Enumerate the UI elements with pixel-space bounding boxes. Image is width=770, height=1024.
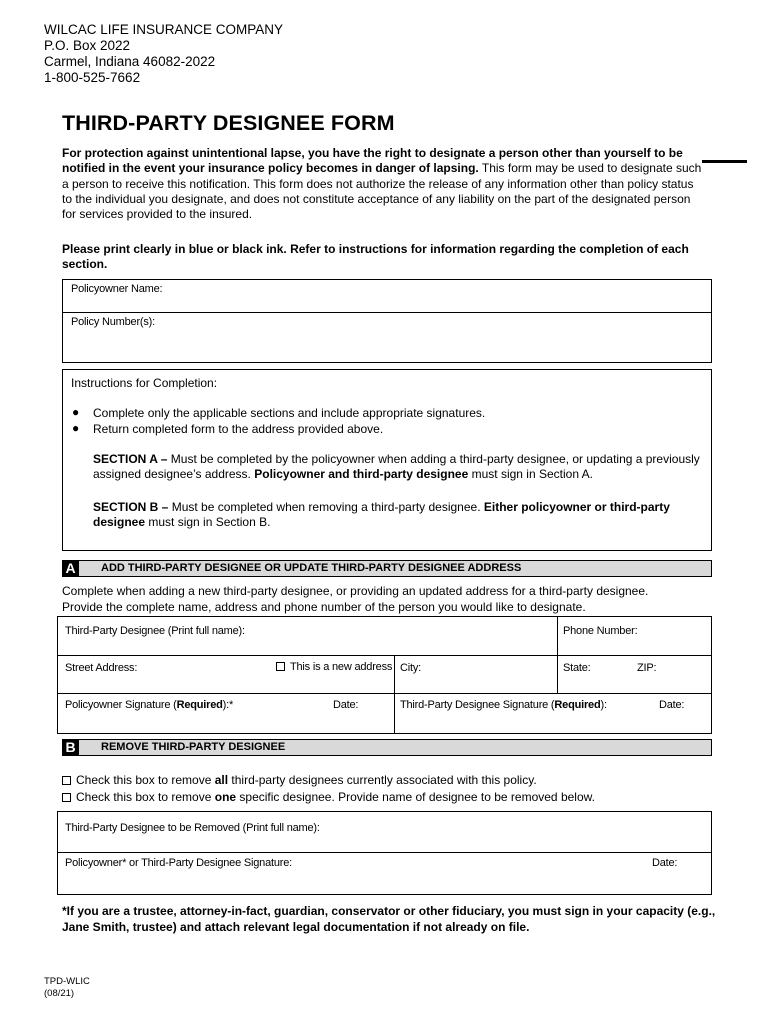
company-po-box: P.O. Box 2022 bbox=[44, 38, 131, 53]
owner-sig-pre: Policyowner Signature ( bbox=[65, 699, 177, 711]
section-a-label: SECTION A – bbox=[93, 452, 168, 466]
check-one-pre: Check this box to remove bbox=[76, 790, 215, 804]
policyowner-name-field[interactable]: Policyowner Name: bbox=[71, 283, 163, 295]
divider bbox=[58, 693, 711, 694]
intro-normal: This form may be used to designate such a person to receive this notification. This form does not authorize the release of any information other than policy status to the individual you designate, and does not constitute acceptance of any liability on the part of the designated person for services provided to the insured. bbox=[62, 161, 702, 222]
instruction-bullet-1: Complete only the applicable sections and include appropriate signatures. bbox=[93, 406, 486, 420]
designee-sig-pre: Third-Party Designee Signature ( bbox=[400, 699, 555, 711]
new-address-label: This is a new address bbox=[290, 661, 393, 673]
form-title: THIRD-PARTY DESIGNEE FORM bbox=[62, 111, 395, 135]
check-all-pre: Check this box to remove bbox=[76, 773, 215, 787]
section-b-title: REMOVE THIRD-PARTY DESIGNEE bbox=[101, 741, 286, 753]
removal-date-field[interactable]: Date: bbox=[652, 857, 678, 869]
section-b-text: Must be completed when removing a third-party designee. bbox=[168, 500, 484, 514]
state-field[interactable]: State: bbox=[563, 662, 591, 674]
check-all-bold: all bbox=[214, 773, 229, 787]
form-code: TPD-WLIC bbox=[44, 976, 90, 987]
section-a-desc-2: Provide the complete name, address and phone number of the person you would like to designate. bbox=[62, 600, 586, 614]
instruction-section-b bbox=[93, 500, 707, 530]
instruction-section-a bbox=[93, 452, 705, 482]
form-revision: (08/21) bbox=[44, 988, 75, 999]
divider bbox=[557, 617, 558, 693]
owner-sig-post: ):* bbox=[222, 699, 234, 711]
section-a-text: Must be completed by the policyowner when adding a third-party designee, or updating a previously assigned designee’s address. bbox=[93, 452, 700, 481]
required-label: Required bbox=[554, 699, 601, 711]
city-field[interactable]: City: bbox=[400, 662, 422, 674]
phone-number-field[interactable]: Phone Number: bbox=[563, 625, 638, 637]
company-city: Carmel, Indiana 46082-2022 bbox=[44, 54, 216, 69]
section-b-table bbox=[57, 811, 712, 895]
section-b-letter: B bbox=[62, 739, 79, 756]
policy-numbers-field[interactable]: Policy Number(s): bbox=[71, 316, 156, 328]
check-one-post: specific designee. Provide name of designee to be removed below. bbox=[236, 790, 595, 804]
divider bbox=[394, 655, 395, 733]
required-label: Required bbox=[176, 699, 223, 711]
checkbox-icon[interactable] bbox=[62, 776, 71, 785]
designee-signature-field[interactable] bbox=[400, 699, 607, 711]
fiduciary-note: *If you are a trustee, attorney-in-fact, guardian, conservator or other fiduciary, you must sign in your capacity (e.g., Jane Smith, trustee) and attach relevant legal documentation if not already on file. bbox=[62, 904, 716, 934]
new-address-checkbox[interactable] bbox=[276, 661, 392, 673]
section-a-bold: Policyowner and third-party designee bbox=[254, 467, 469, 481]
section-b-end: must sign in Section B. bbox=[145, 515, 271, 529]
owner-date-field[interactable]: Date: bbox=[333, 699, 359, 711]
street-address-field[interactable]: Street Address: bbox=[65, 662, 138, 674]
zip-field[interactable]: ZIP: bbox=[637, 662, 657, 674]
divider bbox=[58, 655, 711, 656]
bullet-icon: ● bbox=[72, 405, 80, 419]
section-a-end: must sign in Section A. bbox=[468, 467, 594, 481]
remove-one-checkbox[interactable] bbox=[62, 790, 595, 806]
divider bbox=[58, 852, 711, 853]
bullet-icon: ● bbox=[72, 421, 80, 435]
form-footer bbox=[44, 976, 90, 1000]
divider bbox=[63, 312, 711, 313]
checkbox-icon[interactable] bbox=[62, 793, 71, 802]
intro-bold: For protection against unintentional lapse, you have the right to designate a person other than yourself to be notified in the event your insurance policy becomes in danger of lapsing. bbox=[62, 146, 683, 176]
instructions-heading: Instructions for Completion: bbox=[71, 376, 218, 390]
intro-paragraph bbox=[62, 146, 702, 222]
margin-mark bbox=[702, 160, 747, 163]
policy-info-box bbox=[62, 279, 712, 363]
company-name: WILCAC LIFE INSURANCE COMPANY bbox=[44, 22, 284, 37]
print-note: Please print clearly in blue or black ink. Refer to instructions for information regarding the completion of each section. bbox=[62, 242, 689, 272]
section-a-table bbox=[57, 616, 712, 734]
company-phone: 1-800-525-7662 bbox=[44, 70, 141, 85]
section-b-bold: Either policyowner or third-party designee bbox=[93, 500, 670, 529]
section-b-label: SECTION B – bbox=[93, 500, 169, 514]
section-a-header bbox=[62, 560, 712, 577]
removed-designee-name-field[interactable]: Third-Party Designee to be Removed (Print full name): bbox=[65, 822, 320, 834]
check-all-post: third-party designees currently associated with this policy. bbox=[228, 773, 537, 787]
section-b-header bbox=[62, 739, 712, 756]
designee-sig-post: ): bbox=[600, 699, 607, 711]
instruction-bullet-2: Return completed form to the address provided above. bbox=[93, 422, 384, 436]
remove-all-checkbox[interactable] bbox=[62, 773, 537, 789]
checkbox-icon[interactable] bbox=[276, 662, 285, 671]
designee-name-field[interactable]: Third-Party Designee (Print full name): bbox=[65, 625, 245, 637]
section-a-desc-1: Complete when adding a new third-party designee, or providing an updated address for a third-party designee. bbox=[62, 584, 649, 598]
company-address bbox=[44, 22, 283, 86]
removal-signature-field[interactable]: Policyowner* or Third-Party Designee Signature: bbox=[65, 857, 293, 869]
policyowner-signature-field[interactable] bbox=[65, 699, 233, 711]
section-a-letter: A bbox=[62, 560, 79, 577]
check-one-bold: one bbox=[214, 790, 237, 804]
section-a-title: ADD THIRD-PARTY DESIGNEE OR UPDATE THIRD-PARTY DESIGNEE ADDRESS bbox=[101, 562, 522, 574]
designee-date-field[interactable]: Date: bbox=[659, 699, 685, 711]
